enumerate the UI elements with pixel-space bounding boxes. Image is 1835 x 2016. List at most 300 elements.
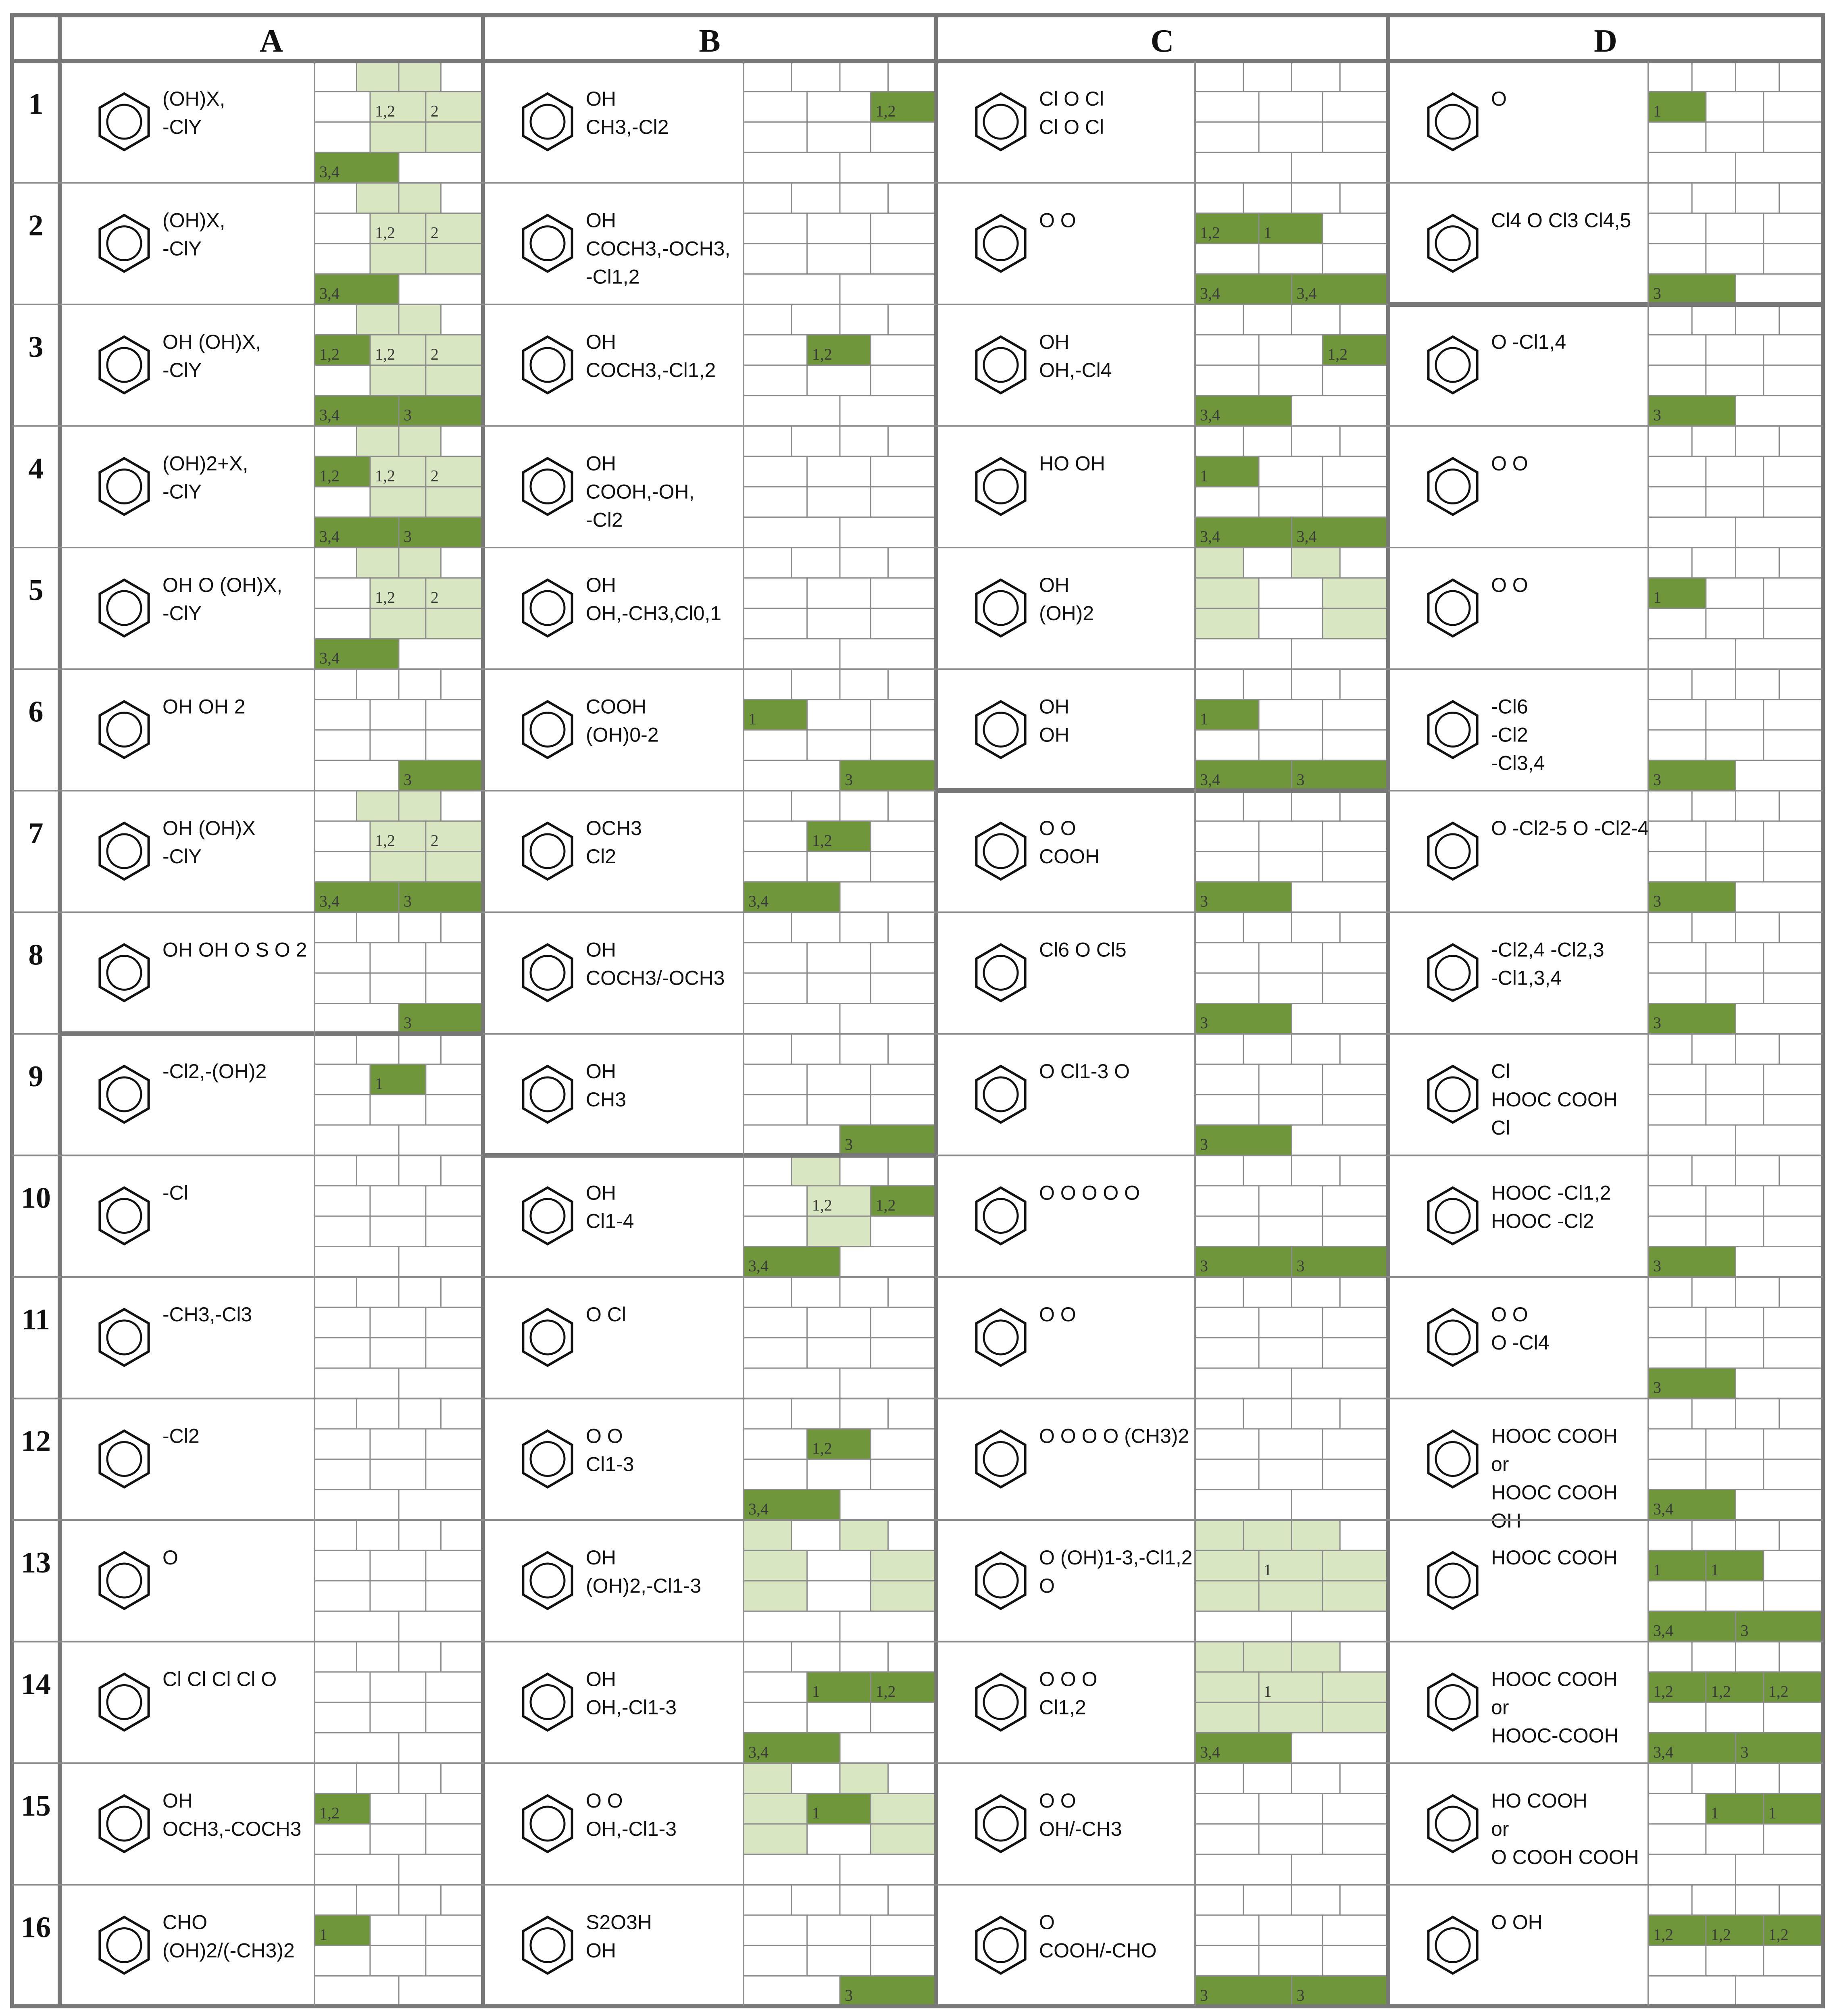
subtable-cell: [807, 700, 871, 730]
subtable-cell: [370, 1793, 426, 1824]
subtable-cell: [357, 1642, 399, 1672]
subtable-cell: [1736, 912, 1779, 943]
structure-label: -CH3,-Cl3: [162, 1303, 252, 1326]
subtable-cell: [1195, 1399, 1243, 1429]
subtable-cell: [1323, 122, 1388, 152]
subtable-note: 1,2: [375, 102, 395, 120]
subtable-note: 2: [430, 345, 439, 363]
structure-label: Cl O Cl: [1039, 87, 1104, 110]
subtable-cell: [1292, 882, 1389, 912]
structure-label: O O: [1039, 209, 1076, 232]
subtable-cell: [1195, 365, 1259, 396]
subtable-cell: [315, 1307, 370, 1337]
subtable-cell: [1323, 700, 1388, 730]
subtable-B1: [744, 61, 936, 183]
subtable-cell: [315, 304, 357, 335]
subtable-cell: [840, 1368, 936, 1398]
subtable-cell: [370, 365, 426, 396]
subtable-cell: [1648, 608, 1706, 639]
subtable-B11: [744, 1277, 936, 1399]
subtable-cell: [315, 943, 370, 973]
subtable-cell: [1736, 791, 1779, 821]
subtable-cell: [370, 1550, 426, 1581]
subtable-cell: [807, 1824, 871, 1854]
subtable-cell: [1692, 304, 1735, 335]
subtable-cell: [1648, 760, 1736, 791]
subtable-cell: [315, 578, 370, 608]
subtable-cell: [426, 1429, 483, 1459]
row-label-8: 8: [28, 938, 44, 972]
subtable-cell: [370, 608, 426, 639]
structure-label: -ClY: [162, 237, 202, 260]
subtable-cell: [1243, 1885, 1292, 1915]
structure-label: HOOC COOH: [1491, 1425, 1618, 1447]
subtable-cell: [1195, 1307, 1259, 1337]
subtable-cell: [1340, 304, 1388, 335]
subtable-note: 3: [1653, 284, 1661, 302]
subtable-C16: [1195, 1885, 1388, 2007]
subtable-cell: [1243, 1034, 1292, 1064]
subtable-cell: [840, 882, 936, 912]
structure-label: Cl O Cl: [1039, 116, 1104, 138]
subtable-note: 3: [1653, 1014, 1661, 1032]
subtable-cell: [871, 487, 936, 517]
subtable-note: 1,2: [1710, 1682, 1731, 1701]
subtable-cell: [315, 122, 370, 152]
subtable-cell: [1195, 1976, 1292, 2006]
subtable-cell: [792, 1034, 840, 1064]
subtable-cell: [871, 244, 936, 274]
subtable-note: 1: [1264, 1560, 1272, 1579]
subtable-cell: [744, 1581, 807, 1611]
subtable-cell: [840, 1277, 888, 1307]
subtable-note: 1: [812, 1804, 820, 1822]
subtable-cell: [1648, 669, 1692, 700]
subtable-cell: [1292, 152, 1389, 183]
subtable-cell: [357, 1399, 399, 1429]
subtable-cell: [1779, 426, 1823, 456]
subtable-cell: [441, 304, 483, 335]
structure-label: OH: [1039, 695, 1069, 718]
subtable-cell: [426, 1186, 483, 1216]
subtable-cell: [1195, 92, 1259, 122]
subtable-cell: [1648, 700, 1706, 730]
subtable-note: 1,2: [812, 345, 832, 363]
structure-label: OH: [586, 452, 616, 475]
subtable-cell: [888, 1277, 937, 1307]
subtable-cell: [1323, 1338, 1388, 1368]
subtable-note: 3: [845, 1986, 853, 2004]
subtable-note: 3,4: [1296, 527, 1317, 546]
subtable-cell: [1736, 183, 1779, 213]
subtable-cell: [888, 791, 937, 821]
subtable-cell: [1648, 1186, 1706, 1216]
subtable-cell: [888, 304, 937, 335]
subtable-cell: [441, 1399, 483, 1429]
subtable-note: 3,4: [1200, 1743, 1220, 1761]
subtable-cell: [1692, 1763, 1735, 1793]
subtable-note: 1: [1653, 1560, 1661, 1579]
subtable-cell: [807, 365, 871, 396]
subtable-cell: [1195, 1429, 1259, 1459]
subtable-cell: [399, 1611, 483, 1641]
subtable-cell: [1259, 1702, 1323, 1733]
subtable-cell: [1195, 882, 1292, 912]
structure-label: COOH: [1039, 845, 1100, 868]
subtable-cell: [840, 760, 936, 791]
subtable-B12: [744, 1399, 936, 1520]
subtable-cell: [426, 852, 483, 882]
structure-label: O O: [1491, 574, 1528, 596]
subtable-cell: [744, 152, 840, 183]
subtable-cell: [399, 152, 483, 183]
subtable-cell: [1340, 1277, 1388, 1307]
structure-label: (OH)X,: [162, 209, 225, 232]
subtable-note: 1,2: [1200, 223, 1220, 242]
subtable-cell: [871, 1824, 936, 1854]
subtable-note: 1: [812, 1682, 820, 1701]
structure-label: OH: [162, 1789, 193, 1812]
subtable-cell: [315, 426, 357, 456]
subtable-note: 3: [1296, 1986, 1305, 2004]
subtable-cell: [315, 1490, 399, 1520]
subtable-cell: [426, 700, 483, 730]
subtable-cell: [315, 1976, 399, 2006]
structure-label: OH: [586, 1060, 616, 1083]
structure-label: OH O (OH)X,: [162, 574, 283, 596]
subtable-A4: [315, 426, 483, 548]
subtable-note: 3,4: [319, 406, 340, 424]
subtable-cell: [1195, 1672, 1259, 1702]
subtable-cell: [744, 183, 792, 213]
subtable-cell: [441, 1034, 483, 1064]
subtable-cell: [441, 791, 483, 821]
subtable-cell: [399, 274, 483, 304]
subtable-cell: [1323, 608, 1388, 639]
subtable-cell: [1323, 730, 1388, 760]
subtable-cell: [1764, 943, 1823, 973]
subtable-cell: [1292, 1490, 1389, 1520]
subtable-cell: [744, 608, 807, 639]
subtable-cell: [1706, 335, 1764, 365]
structure-label: OCH3,-COCH3: [162, 1818, 302, 1840]
subtable-cell: [1648, 548, 1692, 578]
subtable-cell: [357, 791, 399, 821]
subtable-note: 3,4: [1200, 527, 1220, 546]
structure-label: OH: [1039, 723, 1069, 746]
subtable-cell: [1692, 791, 1735, 821]
subtable-cell: [1259, 700, 1323, 730]
subtable-cell: [370, 730, 426, 760]
subtable-cell: [1764, 1338, 1823, 1368]
subtable-cell: [888, 912, 937, 943]
subtable-cell: [744, 1520, 792, 1550]
subtable-note: 3: [1200, 892, 1208, 910]
subtable-cell: [840, 274, 936, 304]
subtable-cell: [1764, 973, 1823, 1003]
structure-label: O: [162, 1546, 178, 1569]
subtable-cell: [1648, 1824, 1706, 1854]
structure-label: or: [1491, 1453, 1509, 1476]
subtable-note: 3,4: [748, 1257, 769, 1275]
subtable-cell: [370, 1672, 426, 1702]
subtable-cell: [1648, 1642, 1692, 1672]
subtable-cell: [1648, 304, 1692, 335]
subtable-note: 3,4: [748, 1500, 769, 1518]
subtable-cell: [426, 487, 483, 517]
subtable-cell: [315, 1368, 399, 1398]
subtable-cell: [1706, 1945, 1764, 1976]
subtable-note: 3,4: [319, 284, 340, 302]
subtable-cell: [1764, 821, 1823, 851]
subtable-note: 2: [430, 831, 439, 850]
subtable-cell: [1764, 1429, 1823, 1459]
subtable-cell: [441, 1156, 483, 1186]
subtable-cell: [840, 1520, 888, 1550]
subtable-B3: [744, 304, 936, 426]
subtable-cell: [1736, 1642, 1779, 1672]
subtable-note: 1: [1264, 223, 1272, 242]
subtable-cell: [1195, 1915, 1259, 1945]
subtable-cell: [744, 1368, 840, 1398]
subtable-cell: [426, 1702, 483, 1733]
subtable-cell: [1648, 1034, 1692, 1064]
subtable-cell: [871, 365, 936, 396]
subtable-A15: [315, 1763, 483, 1885]
subtable-cell: [1736, 1733, 1823, 1763]
subtable-cell: [1779, 669, 1823, 700]
subtable-D2: [1648, 183, 1823, 305]
structure-label: (OH)2+X,: [162, 452, 248, 475]
subtable-cell: [1736, 152, 1823, 183]
subtable-cell: [399, 1733, 483, 1763]
subtable-cell: [1292, 1125, 1389, 1155]
subtable-note: 3,4: [748, 892, 769, 910]
subtable-cell: [315, 365, 370, 396]
subtable-cell: [1706, 1338, 1764, 1368]
subtable-cell: [315, 1186, 370, 1216]
subtable-cell: [744, 1885, 792, 1915]
subtable-cell: [1736, 1004, 1823, 1034]
subtable-cell: [1779, 183, 1823, 213]
subtable-cell: [1692, 1399, 1735, 1429]
subtable-cell: [315, 1034, 357, 1064]
subtable-cell: [1259, 335, 1323, 365]
subtable-cell: [840, 1763, 888, 1793]
subtable-cell: [1736, 61, 1779, 92]
subtable-cell: [1692, 1277, 1735, 1307]
subtable-cell: [1340, 1156, 1388, 1186]
subtable-cell: [1648, 1854, 1736, 1885]
subtable-cell: [1195, 1611, 1292, 1641]
subtable-cell: [1259, 943, 1323, 973]
subtable-note: 3: [1653, 892, 1661, 910]
subtable-cell: [1706, 973, 1764, 1003]
row-label-7: 7: [28, 817, 44, 850]
structure-label: Cl: [1491, 1060, 1510, 1083]
subtable-A5: [315, 548, 483, 669]
structure-label: (OH)2: [1039, 602, 1094, 625]
subtable-cell: [1340, 426, 1388, 456]
subtable-cell: [370, 852, 426, 882]
subtable-cell: [1340, 548, 1388, 578]
subtable-cell: [1195, 1277, 1243, 1307]
subtable-cell: [807, 1581, 871, 1611]
subtable-C2: [1195, 183, 1388, 305]
subtable-cell: [1292, 1642, 1340, 1672]
subtable-cell: [1292, 396, 1389, 426]
subtable-cell: [807, 1095, 871, 1125]
row-label-16: 16: [21, 1911, 51, 1944]
subtable-cell: [840, 152, 936, 183]
subtable-cell: [1779, 304, 1823, 335]
subtable-cell: [315, 1064, 370, 1094]
subtable-cell: [1736, 882, 1823, 912]
subtable-cell: [426, 973, 483, 1003]
subtable-cell: [807, 1702, 871, 1733]
structure-label: OH,-Cl1-3: [586, 1818, 677, 1840]
subtable-cell: [744, 1125, 840, 1155]
structure-label: OH: [586, 209, 616, 232]
structure-label: (OH)X,: [162, 87, 225, 110]
subtable-cell: [426, 1672, 483, 1702]
subtable-cell: [1340, 669, 1388, 700]
subtable-cell: [315, 1004, 399, 1034]
subtable-note: 2: [430, 467, 439, 485]
subtable-cell: [426, 122, 483, 152]
subtable-cell: [871, 943, 936, 973]
subtable-cell: [1648, 517, 1736, 548]
subtable-cell: [370, 1216, 426, 1246]
subtable-cell: [1323, 1429, 1388, 1459]
subtable-cell: [744, 1429, 807, 1459]
subtable-cell: [744, 943, 807, 973]
subtable-cell: [1292, 639, 1389, 669]
subtable-cell: [1259, 973, 1323, 1003]
subtable-cell: [840, 517, 936, 548]
subtable-note: 1: [748, 710, 756, 728]
subtable-D3: [1648, 304, 1823, 426]
subtable-cell: [840, 1247, 936, 1277]
structure-label: O: [1491, 87, 1507, 110]
subtable-cell: [1259, 1915, 1323, 1945]
subtable-cell: [370, 943, 426, 973]
subtable-cell: [315, 608, 370, 639]
row-label-2: 2: [28, 209, 44, 242]
subtable-cell: [1648, 213, 1706, 244]
subtable-cell: [744, 760, 840, 791]
subtable-A7: [315, 791, 483, 912]
subtable-cell: [399, 791, 441, 821]
subtable-note: 1: [1200, 467, 1208, 485]
structure-label: O Cl: [586, 1303, 626, 1326]
subtable-cell: [1195, 1186, 1259, 1216]
subtable-cell: [1648, 1156, 1692, 1186]
subtable-cell: [1706, 1307, 1764, 1337]
subtable-cell: [441, 1642, 483, 1672]
subtable-cell: [1292, 1368, 1389, 1398]
subtable-note: 3: [404, 771, 412, 789]
subtable-A13: [315, 1520, 483, 1642]
subtable-cell: [315, 1733, 399, 1763]
subtable-cell: [315, 1611, 399, 1641]
subtable-cell: [888, 1034, 937, 1064]
subtable-cell: [1706, 1702, 1764, 1733]
subtable-cell: [1195, 548, 1243, 578]
subtable-cell: [1259, 608, 1323, 639]
subtable-cell: [744, 1064, 807, 1094]
subtable-cell: [1195, 426, 1243, 456]
subtable-cell: [871, 1095, 936, 1125]
structure-label: -ClY: [162, 480, 202, 503]
subtable-cell: [1692, 912, 1735, 943]
subtable-cell: [1736, 1885, 1779, 1915]
subtable-cell: [357, 1885, 399, 1915]
subtable-cell: [1292, 1885, 1340, 1915]
subtable-cell: [1764, 1581, 1823, 1611]
subtable-cell: [1292, 1247, 1389, 1277]
subtable-cell: [871, 1915, 936, 1945]
subtable-cell: [1779, 1399, 1823, 1429]
subtable-cell: [426, 1793, 483, 1824]
subtable-cell: [1292, 1004, 1389, 1034]
subtable-cell: [840, 1034, 888, 1064]
subtable-cell: [315, 1885, 357, 1915]
subtable-cell: [1323, 1945, 1388, 1976]
structure-label: O: [1039, 1911, 1055, 1934]
subtable-note: 3: [1740, 1621, 1749, 1640]
subtable-cell: [399, 1247, 483, 1277]
subtable-cell: [1195, 608, 1259, 639]
structure-label: O O O O (CH3)2: [1039, 1425, 1189, 1447]
subtable-cell: [1323, 1702, 1388, 1733]
subtable-cell: [1706, 1095, 1764, 1125]
subtable-cell: [1195, 1095, 1259, 1125]
subtable-cell: [370, 1945, 426, 1976]
subtable-cell: [1340, 912, 1388, 943]
subtable-cell: [1692, 1520, 1735, 1550]
subtable-cell: [1706, 1216, 1764, 1246]
subtable-cell: [807, 1216, 871, 1246]
subtable-cell: [1764, 122, 1823, 152]
subtable-cell: [744, 1611, 840, 1641]
subtable-cell: [1259, 365, 1323, 396]
subtable-cell: [1764, 608, 1823, 639]
subtable-cell: [1292, 304, 1340, 335]
subtable-cell: [441, 426, 483, 456]
subtable-D12: [1648, 1399, 1823, 1520]
subtable-cell: [840, 1156, 888, 1186]
structure-label: O O: [1039, 817, 1076, 839]
subtable-cell: [1323, 578, 1388, 608]
subtable-cell: [744, 1702, 807, 1733]
subtable-cell: [1259, 1459, 1323, 1489]
subtable-note: 3: [404, 1014, 412, 1032]
subtable-note: 2: [430, 588, 439, 606]
subtable-note: 1: [1653, 102, 1661, 120]
subtable-cell: [840, 61, 888, 92]
subtable-cell: [1648, 1885, 1692, 1915]
subtable-cell: [1195, 244, 1259, 274]
subtable-cell: [1648, 730, 1706, 760]
subtable-cell: [1648, 1976, 1736, 2006]
subtable-cell: [1243, 669, 1292, 700]
structure-label: O OH: [1491, 1911, 1543, 1934]
subtable-cell: [370, 1338, 426, 1368]
subtable-note: 3: [1653, 1378, 1661, 1397]
subtable-note: 1,2: [1327, 345, 1348, 363]
subtable-cell: [744, 1004, 840, 1034]
